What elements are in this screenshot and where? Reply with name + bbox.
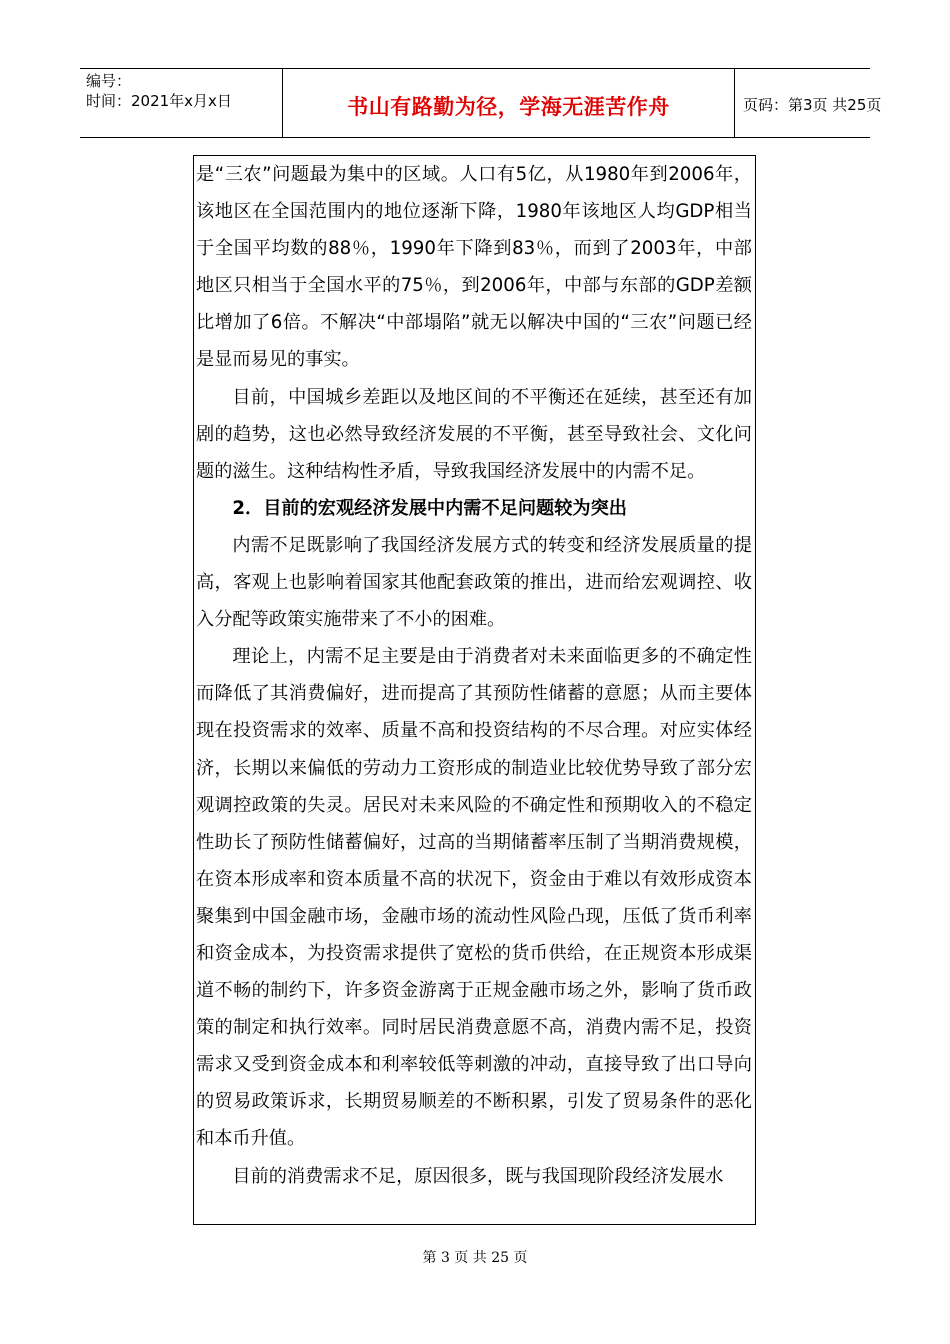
serial-label: 编号： [86,72,132,90]
content-frame [193,155,756,1225]
paragraph-1: 是“三农”问题最为集中的区域。人口有5亿，从1980年到2006年，该地区在全国范围内的地位逐渐下降，1980年该地区人均GDP相当于全国平均数的88％，1990年下降到83％，而到了2003年，中部地区只相当于全国水平的75％，到2006年，中部与东部的GDP差额比增加了6倍。不解决“中部塌陷”就无以解决中国的“三农”问题已经是显而易见的事实。 [196,164,752,371]
header-motto-cell [283,69,735,137]
page-header [80,68,882,138]
page-code: 页码：第3页 共25页 [743,96,882,114]
document-body [196,156,752,1195]
paragraph-3: 内需不足既影响了我国经济发展方式的转变和经济发展质量的提高，客观上也影响着国家其他配套政策的推出，进而给宏观调控、收入分配等政策实施带来了不小的困难。 [196,534,752,631]
paragraph-5: 目前的消费需求不足，原因很多，既与我国现阶段经济发展水 [232,1165,724,1187]
motto-text: 书山有路勤为径，学海无涯苦作舟 [347,95,670,119]
paragraph-2: 目前，中国城乡差距以及地区间的不平衡还在延续，甚至还有加剧的趋势，这也必然导致经济发展的不平衡，甚至导致社会、文化问题的滋生。这种结构性矛盾，导致我国经济发展中的内需不足。 [196,386,752,482]
header-page-cell [735,69,882,137]
time-label: 时间：2021年x月x日 [86,92,232,110]
header-meta-cell [80,69,283,137]
page-footer: 第 3 页 共 25 页 [422,1250,528,1266]
paragraph-4: 理论上，内需不足主要是由于消费者对未来面临更多的不确定性而降低了其消费偏好，进而提高了其预防性储蓄的意愿；从而主要体现在投资需求的效率、质量不高和投资结构的不尽合理。对应实体经济，长期以来偏低的劳动力工资形成的制造业比较优势导致了部分宏观调控政策的失灵。居民对未来风险的不确定性和预期收入的不稳定性助长了预防性储蓄偏好，过高的当期储蓄率压制了当期消费规模，在资本形成率和资本质量不高的状况下，资金由于难以有效形成资本聚集到中国金融市场，金融市场的流动性风险凸现，压低了货币利率和资金成本，为投资需求提供了宽松的货币供给，在正规资本形成渠道不畅的制约下，许多资金游离于正规金融市场之外，影响了货币政策的制定和执行效率。同时居民消费意愿不高，消费内需不足，投资需求又受到资金成本和利率较低等刺激的冲动，直接导致了出口导向的贸易政策诉求，长期贸易顺差的不断积累，引发了贸易条件的恶化和本币升值。 [196,646,752,1150]
section-heading: 2．目前的宏观经济发展中内需不足问题较为突出 [232,497,627,519]
